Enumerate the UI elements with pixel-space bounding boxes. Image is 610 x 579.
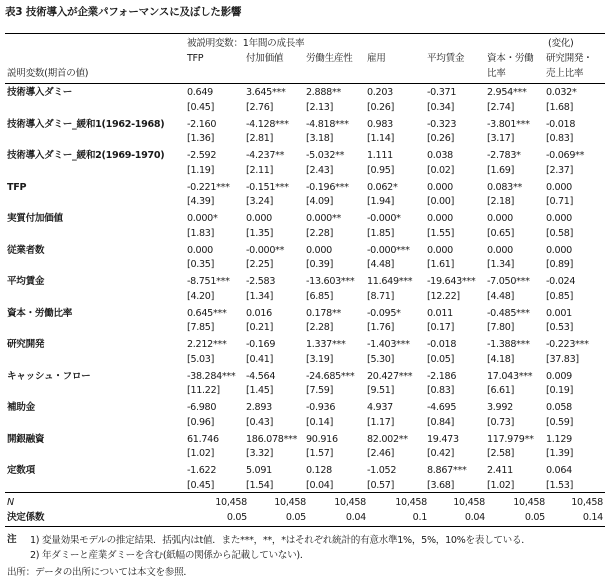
coefficient-cell: 5.091	[246, 465, 272, 476]
column-header-7-line2: 売上比率	[546, 68, 584, 79]
coefficient-cell: 0.203	[367, 87, 393, 98]
coefficient-cell: -0.069**	[546, 150, 585, 161]
t-value-cell: [2.11]	[246, 164, 274, 176]
body-bottom-rule	[5, 492, 605, 493]
coefficient-cell: -0.936	[306, 402, 336, 413]
t-value-cell: [1.76]	[367, 322, 395, 333]
coefficient-cell: -0.018	[546, 118, 576, 130]
dependent-variable-header: 被説明変数：1年間の成長率	[187, 38, 305, 49]
t-value-cell: [1.02]	[487, 479, 515, 491]
coefficient-cell: -0.169	[246, 339, 276, 350]
column-header-3: 労働生産性	[306, 53, 353, 64]
coefficient-cell: 19.473	[427, 433, 459, 445]
t-value-cell: [0.95]	[367, 164, 395, 176]
coefficient-cell: 0.062*	[367, 181, 398, 193]
t-value-cell: [0.57]	[367, 479, 395, 491]
coefficient-cell: -24.685***	[306, 370, 355, 382]
coefficient-cell: 20.427***	[367, 370, 413, 382]
t-value-cell: [8.71]	[367, 290, 395, 302]
row-label: 技術導入ダミー	[7, 87, 73, 98]
note-head: 注	[7, 534, 17, 545]
t-value-cell: [2.76]	[246, 101, 274, 113]
coefficient-cell: 0.000**	[306, 213, 341, 224]
coefficient-cell: 0.000	[187, 244, 213, 256]
t-value-cell: [12.22]	[427, 290, 460, 302]
coefficient-cell: 117.979**	[487, 433, 534, 445]
t-value-cell: [37.83]	[546, 353, 579, 365]
t-value-cell: [0.73]	[487, 416, 515, 428]
t-value-cell: [1.34]	[246, 290, 274, 302]
coefficient-cell: 1.129	[546, 433, 572, 445]
t-value-cell: [1.45]	[246, 385, 274, 396]
t-value-cell: [4.18]	[487, 353, 515, 365]
coefficient-cell: -0.196***	[306, 181, 349, 193]
t-value-cell: [4.48]	[487, 290, 515, 302]
r2-value-cell: 0.04	[464, 512, 485, 523]
column-header-6: 資本・労働	[487, 53, 534, 64]
r2-value-cell: 0.1	[412, 512, 427, 523]
t-value-cell: [0.21]	[246, 322, 274, 333]
t-value-cell: [2.25]	[246, 259, 274, 270]
t-value-cell: [0.58]	[546, 227, 574, 239]
coefficient-cell: 0.000	[546, 213, 572, 224]
table-title: 表3 技術導入が企業パフォーマンスに及ぼした影響	[5, 6, 242, 18]
t-value-cell: [0.43]	[246, 416, 274, 428]
row-label: 実質付加価値	[7, 213, 63, 224]
row-label: 定数項	[7, 465, 35, 476]
coefficient-cell: 0.000	[487, 213, 513, 224]
n-value-cell: 10,458	[395, 497, 427, 508]
t-value-cell: [0.84]	[427, 416, 455, 428]
t-value-cell: [2.58]	[487, 448, 515, 459]
r2-value-cell: 0.14	[582, 512, 603, 523]
row-label: 技術導入ダミー_緩和1(1962-1968)	[7, 118, 165, 130]
coefficient-cell: -2.783*	[487, 150, 521, 161]
t-value-cell: [0.89]	[546, 259, 574, 270]
coefficient-cell: 61.746	[187, 433, 219, 445]
t-value-cell: [1.02]	[187, 448, 215, 459]
note-2: 2) 年ダミーと産業ダミーを含む(紙幅の関係から記載していない)．	[30, 550, 310, 561]
change-header: (変化)	[548, 38, 574, 49]
coefficient-cell: 0.032*	[546, 87, 577, 98]
t-value-cell: [3.17]	[487, 133, 515, 144]
coefficient-cell: 2.893	[246, 402, 272, 413]
coefficient-cell: 3.992	[487, 402, 513, 413]
coefficient-cell: -4.237**	[246, 150, 285, 161]
row-label: 開銀融資	[7, 433, 45, 445]
column-header-7: 研究開発・	[546, 53, 593, 64]
coefficient-cell: 0.083**	[487, 181, 522, 193]
coefficient-cell: -0.223***	[546, 339, 589, 350]
row-label: 資本・労働比率	[7, 307, 73, 319]
t-value-cell: [2.43]	[306, 164, 334, 176]
t-value-cell: [7.59]	[306, 385, 334, 396]
t-value-cell: [1.68]	[546, 101, 574, 113]
t-value-cell: [0.26]	[427, 133, 455, 144]
t-value-cell: [0.19]	[546, 385, 574, 396]
t-value-cell: [1.54]	[246, 479, 274, 491]
n-value-cell: 10,458	[215, 497, 247, 508]
coefficient-cell: 0.000	[427, 213, 453, 224]
t-value-cell: [0.17]	[427, 322, 455, 333]
t-value-cell: [1.69]	[487, 164, 515, 176]
t-value-cell: [0.96]	[187, 416, 215, 428]
coefficient-cell: -3.801***	[487, 118, 530, 130]
coefficient-cell: -13.603***	[306, 276, 355, 287]
t-value-cell: [3.68]	[427, 479, 455, 491]
coefficient-cell: 2.411	[487, 465, 513, 476]
coefficient-cell: 0.011	[427, 307, 453, 319]
coefficient-cell: 0.000	[246, 213, 272, 224]
t-value-cell: [0.65]	[487, 227, 515, 239]
coefficient-cell: -6.980	[187, 402, 217, 413]
t-value-cell: [0.14]	[306, 416, 334, 428]
t-value-cell: [0.05]	[427, 353, 455, 365]
coefficient-cell: 82.002**	[367, 433, 408, 445]
coefficient-cell: 2.888**	[306, 87, 341, 98]
r2-label: 決定係数	[7, 512, 45, 523]
row-label-header: 説明変数(期首の値)	[7, 68, 89, 79]
t-value-cell: [1.57]	[306, 448, 334, 459]
t-value-cell: [4.20]	[187, 290, 215, 302]
coefficient-cell: -2.186	[427, 370, 457, 382]
coefficient-cell: 0.000	[546, 244, 572, 256]
coefficient-cell: -0.151***	[246, 181, 289, 193]
coefficient-cell: 0.983	[367, 118, 393, 130]
t-value-cell: [1.83]	[187, 227, 215, 239]
t-value-cell: [2.81]	[246, 133, 274, 144]
row-label: 補助金	[7, 402, 35, 413]
t-value-cell: [3.32]	[246, 448, 274, 459]
source-note: 出所：データの出所については本文を参照．	[7, 567, 193, 578]
coefficient-cell: 0.000*	[187, 213, 218, 224]
t-value-cell: [0.02]	[427, 164, 455, 176]
t-value-cell: [0.04]	[306, 479, 334, 491]
column-header-4: 雇用	[367, 53, 386, 64]
t-value-cell: [1.17]	[367, 416, 395, 428]
t-value-cell: [5.30]	[367, 353, 395, 365]
coefficient-cell: -1.388***	[487, 339, 530, 350]
coefficient-cell: 1.111	[367, 150, 393, 161]
t-value-cell: [7.85]	[187, 322, 215, 333]
t-value-cell: [1.39]	[546, 448, 574, 459]
column-header-6-line2: 比率	[487, 68, 506, 79]
coefficient-cell: -5.032**	[306, 150, 345, 161]
coefficient-cell: 17.043***	[487, 370, 533, 382]
t-value-cell: [11.22]	[187, 385, 220, 396]
t-value-cell: [0.45]	[187, 479, 215, 491]
note-1: 1) 変量効果モデルの推定結果．括弧内はt値．また***，**，*はそれぞれ統計的有意水準1%，5%，10%を表している．	[30, 535, 531, 546]
coefficient-cell: -0.000**	[246, 244, 285, 256]
t-value-cell: [0.71]	[546, 196, 574, 207]
t-value-cell: [4.48]	[367, 259, 395, 270]
t-value-cell: [0.42]	[427, 448, 455, 459]
t-value-cell: [6.61]	[487, 385, 515, 396]
coefficient-cell: 2.212***	[187, 339, 227, 350]
coefficient-cell: 0.064	[546, 465, 572, 476]
coefficient-cell: 0.000	[546, 181, 572, 193]
coefficient-cell: 186.078***	[246, 433, 298, 445]
column-header-5: 平均賃金	[427, 53, 465, 64]
t-value-cell: [0.59]	[546, 416, 574, 428]
coefficient-cell: -38.284***	[187, 370, 236, 382]
t-value-cell: [3.19]	[306, 353, 334, 365]
coefficient-cell: 2.954***	[487, 87, 527, 98]
t-value-cell: [2.28]	[306, 227, 334, 239]
t-value-cell: [1.19]	[187, 164, 215, 176]
t-value-cell: [1.36]	[187, 133, 215, 144]
t-value-cell: [0.41]	[246, 353, 274, 365]
coefficient-cell: -1.622	[187, 465, 217, 476]
n-value-cell: 10,458	[334, 497, 366, 508]
row-label: 技術導入ダミー_緩和2(1969-1970)	[7, 150, 165, 161]
header-rule	[5, 83, 605, 84]
coefficient-cell: 90.916	[306, 433, 338, 445]
t-value-cell: [0.00]	[427, 196, 455, 207]
r2-value-cell: 0.04	[345, 512, 366, 523]
n-value-cell: 10,458	[513, 497, 545, 508]
t-value-cell: [9.51]	[367, 385, 395, 396]
t-value-cell: [0.85]	[546, 290, 574, 302]
coefficient-cell: -0.371	[427, 87, 457, 98]
coefficient-cell: 0.000	[487, 244, 513, 256]
t-value-cell: [1.34]	[487, 259, 515, 270]
coefficient-cell: 8.867***	[427, 465, 467, 476]
r2-value-cell: 0.05	[226, 512, 247, 523]
coefficient-cell: 0.058	[546, 402, 572, 413]
t-value-cell: [2.28]	[306, 322, 334, 333]
t-value-cell: [0.53]	[546, 322, 574, 333]
table-bottom-rule	[5, 526, 605, 527]
t-value-cell: [0.39]	[306, 259, 334, 270]
row-label: キャッシュ・フロー	[7, 370, 91, 382]
t-value-cell: [3.24]	[246, 196, 274, 207]
n-label: N	[7, 497, 14, 508]
t-value-cell: [7.80]	[487, 322, 515, 333]
coefficient-cell: 0.178**	[306, 307, 341, 319]
t-value-cell: [3.18]	[306, 133, 334, 144]
coefficient-cell: -0.000***	[367, 244, 410, 256]
t-value-cell: [4.09]	[306, 196, 334, 207]
n-value-cell: 10,458	[571, 497, 603, 508]
coefficient-cell: 0.038	[427, 150, 453, 161]
row-label: 従業者数	[7, 244, 45, 256]
coefficient-cell: -4.128***	[246, 118, 289, 130]
coefficient-cell: -1.052	[367, 465, 397, 476]
t-value-cell: [2.46]	[367, 448, 395, 459]
coefficient-cell: -0.323	[427, 118, 457, 130]
coefficient-cell: -19.643***	[427, 276, 476, 287]
t-value-cell: [0.35]	[187, 259, 215, 270]
top-rule	[5, 33, 605, 34]
t-value-cell: [1.14]	[367, 133, 395, 144]
coefficient-cell: 0.016	[246, 307, 272, 319]
coefficient-cell: 0.000	[427, 181, 453, 193]
t-value-cell: [1.85]	[367, 227, 395, 239]
coefficient-cell: -1.403***	[367, 339, 410, 350]
t-value-cell: [6.85]	[306, 290, 334, 302]
t-value-cell: [0.26]	[367, 101, 395, 113]
coefficient-cell: -7.050***	[487, 276, 530, 287]
t-value-cell: [0.45]	[187, 101, 215, 113]
row-label: 研究開発	[7, 339, 45, 350]
t-value-cell: [1.61]	[427, 259, 455, 270]
coefficient-cell: -0.221***	[187, 181, 230, 193]
coefficient-cell: -4.818***	[306, 118, 349, 130]
coefficient-cell: 3.645***	[246, 87, 286, 98]
t-value-cell: [2.13]	[306, 101, 334, 113]
coefficient-cell: -4.695	[427, 402, 457, 413]
coefficient-cell: 0.645***	[187, 307, 227, 319]
coefficient-cell: -0.485***	[487, 307, 530, 319]
coefficient-cell: -2.592	[187, 150, 217, 161]
t-value-cell: [2.18]	[487, 196, 515, 207]
coefficient-cell: -4.564	[246, 370, 276, 382]
t-value-cell: [5.03]	[187, 353, 215, 365]
r2-value-cell: 0.05	[524, 512, 545, 523]
coefficient-cell: 0.009	[546, 370, 572, 382]
t-value-cell: [0.34]	[427, 101, 455, 113]
t-value-cell: [0.83]	[427, 385, 455, 396]
coefficient-cell: 0.649	[187, 87, 213, 98]
coefficient-cell: -0.018	[427, 339, 457, 350]
coefficient-cell: 0.000	[306, 244, 332, 256]
coefficient-cell: -0.000*	[367, 213, 401, 224]
coefficient-cell: 11.649***	[367, 276, 413, 287]
t-value-cell: [2.74]	[487, 101, 515, 113]
coefficient-cell: -8.751***	[187, 276, 230, 287]
coefficient-cell: 4.937	[367, 402, 393, 413]
t-value-cell: [0.83]	[546, 133, 574, 144]
coefficient-cell: 0.001	[546, 307, 572, 319]
column-header-2: 付加価値	[246, 53, 284, 64]
n-value-cell: 10,458	[453, 497, 485, 508]
column-header-1: TFP	[187, 53, 204, 64]
t-value-cell: [1.94]	[367, 196, 395, 207]
coefficient-cell: 0.000	[427, 244, 453, 256]
coefficient-cell: -2.160	[187, 118, 217, 130]
row-label: 平均賃金	[7, 276, 45, 287]
n-value-cell: 10,458	[274, 497, 306, 508]
coefficient-cell: 1.337***	[306, 339, 346, 350]
row-label: TFP	[7, 181, 27, 193]
t-value-cell: [1.35]	[246, 227, 274, 239]
t-value-cell: [4.39]	[187, 196, 215, 207]
coefficient-cell: -0.095*	[367, 307, 401, 319]
t-value-cell: [1.55]	[427, 227, 455, 239]
t-value-cell: [2.37]	[546, 164, 574, 176]
coefficient-cell: -2.583	[246, 276, 276, 287]
t-value-cell: [1.53]	[546, 479, 574, 491]
coefficient-cell: -0.024	[546, 276, 576, 287]
r2-value-cell: 0.05	[285, 512, 306, 523]
coefficient-cell: 0.128	[306, 465, 332, 476]
